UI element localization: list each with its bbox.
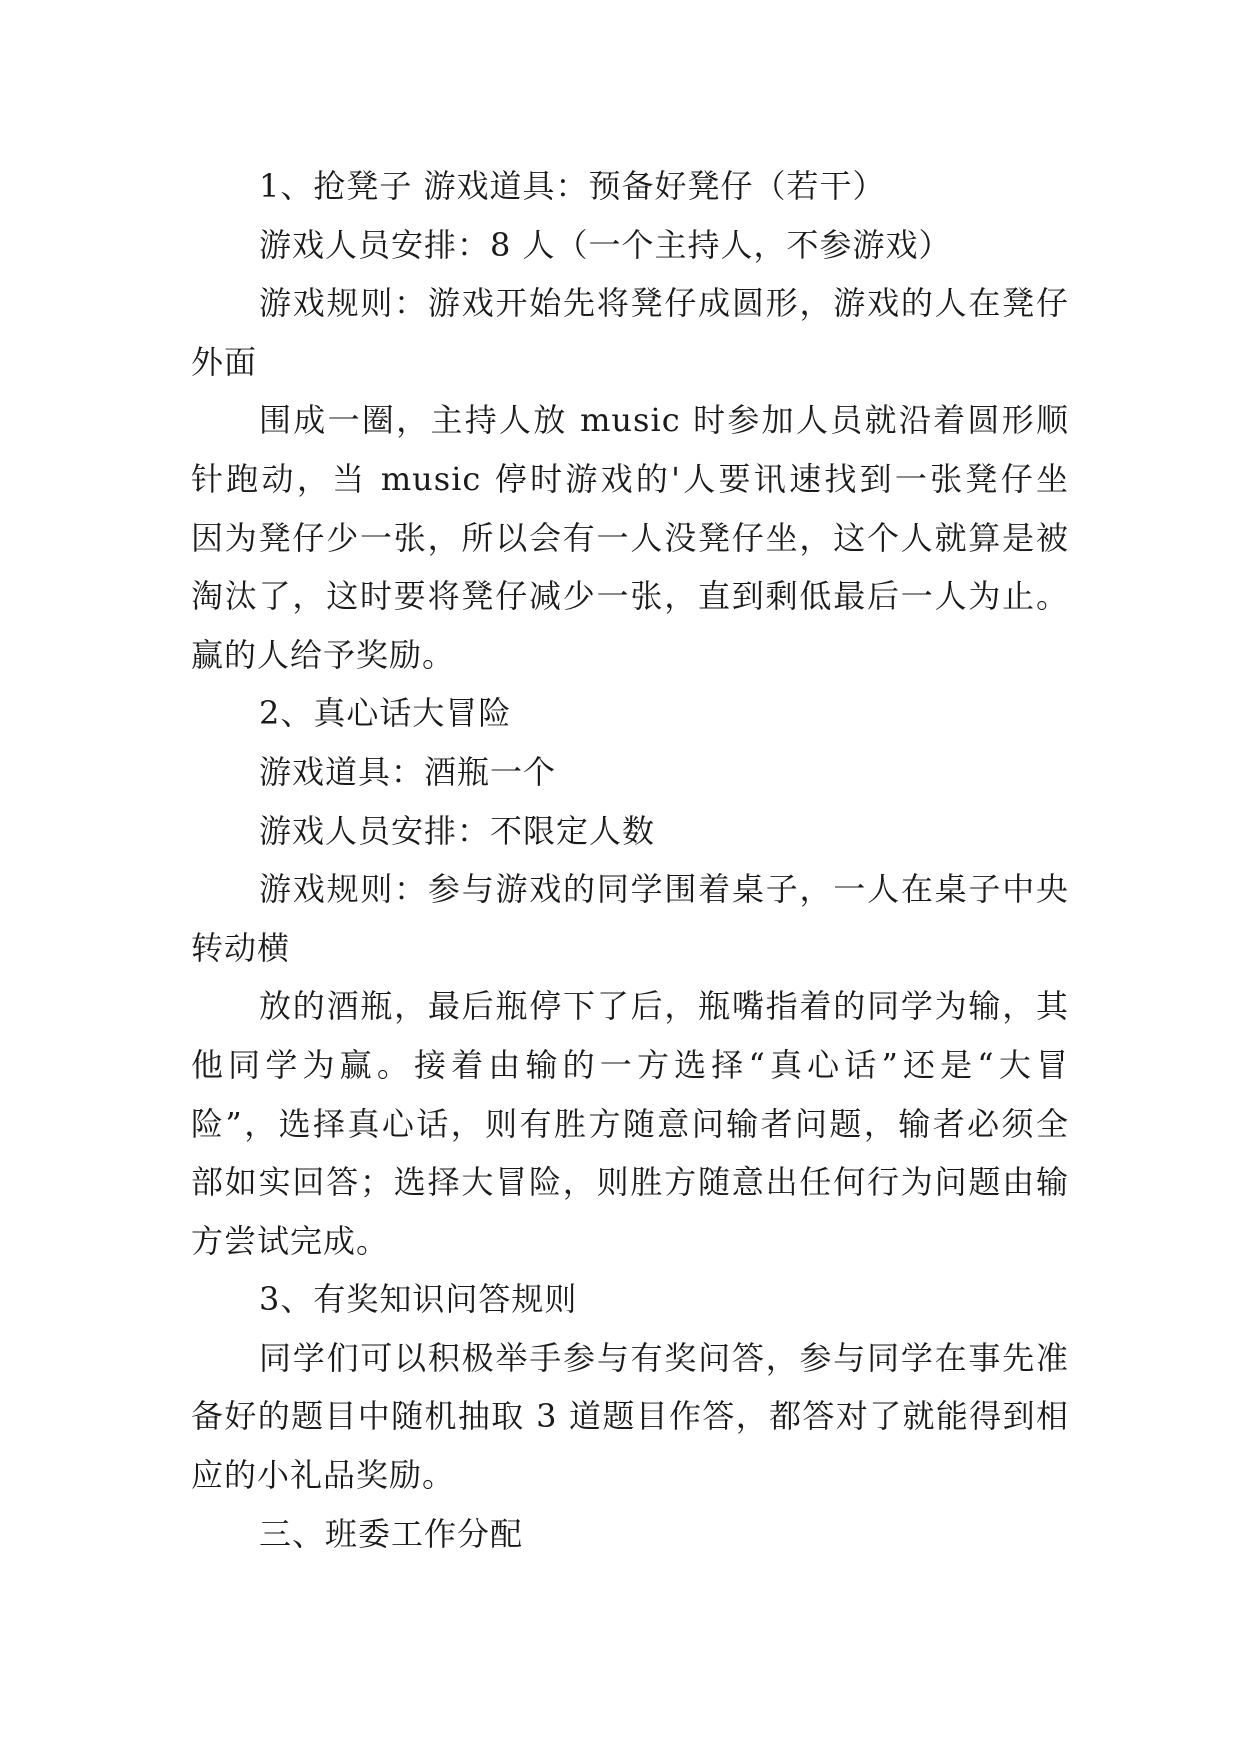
paragraph-line: 游戏人员安排：8 人（一个主持人，不参游戏） xyxy=(259,225,952,264)
paragraph-line: 游戏人员安排：不限定人数 xyxy=(259,811,656,850)
section-heading: 三、班委工作分配 xyxy=(259,1514,524,1553)
section-heading: 1、抢凳子 游戏道具：预备好凳仔（若干） xyxy=(259,167,886,205)
paragraph-line: 转动横 xyxy=(191,928,291,967)
paragraph-line: 赢的人给予奖励。 xyxy=(191,635,456,674)
paragraph-line: 游戏规则：参与游戏的同学围着桌子，一人在桌子中央 xyxy=(259,870,1069,909)
paragraph-line: 险”，选择真心话，则有胜方随意问输者问题，输者必须全 xyxy=(191,1104,1069,1143)
paragraph-line: 淘汰了，这时要将凳仔减少一张，直到剩低最后一人为止。 xyxy=(191,577,1069,616)
paragraph-line: 方尝试完成。 xyxy=(191,1221,390,1260)
paragraph-line: 围成一圈，主持人放 music 时参加人员就沿着圆形顺 xyxy=(259,401,1069,440)
paragraph-line: 外面 xyxy=(191,342,258,381)
document-body xyxy=(191,157,1069,1563)
paragraph-line: 因为凳仔少一张，所以会有一人没凳仔坐，这个人就算是被 xyxy=(191,518,1069,557)
paragraph-line: 应的小礼品奖励。 xyxy=(191,1456,456,1495)
paragraph-line: 部如实回答；选择大冒险，则胜方随意出任何行为问题由输 xyxy=(191,1163,1069,1202)
section-heading: 3、有奖知识问答规则 xyxy=(259,1280,578,1319)
paragraph-line: 同学们可以积极举手参与有奖问答，参与同学在事先准 xyxy=(259,1338,1069,1377)
paragraph-line: 他同学为赢。接着由输的一方选择“真心话”还是“大冒 xyxy=(191,1045,1069,1084)
paragraph-line: 游戏道具：酒瓶一个 xyxy=(259,752,557,791)
paragraph-line: 游戏规则：游戏开始先将凳仔成圆形，游戏的人在凳仔 xyxy=(259,284,1069,323)
section-heading: 2、真心话大冒险 xyxy=(259,694,512,733)
paragraph-line: 备好的题目中随机抽取 3 道题目作答，都答对了就能得到相 xyxy=(191,1397,1069,1436)
paragraph-line: 放的酒瓶，最后瓶停下了后，瓶嘴指着的同学为输，其 xyxy=(259,987,1069,1026)
paragraph-line: 针跑动，当 music 停时游戏的'人要讯速找到一张凳仔坐 xyxy=(191,459,1069,498)
